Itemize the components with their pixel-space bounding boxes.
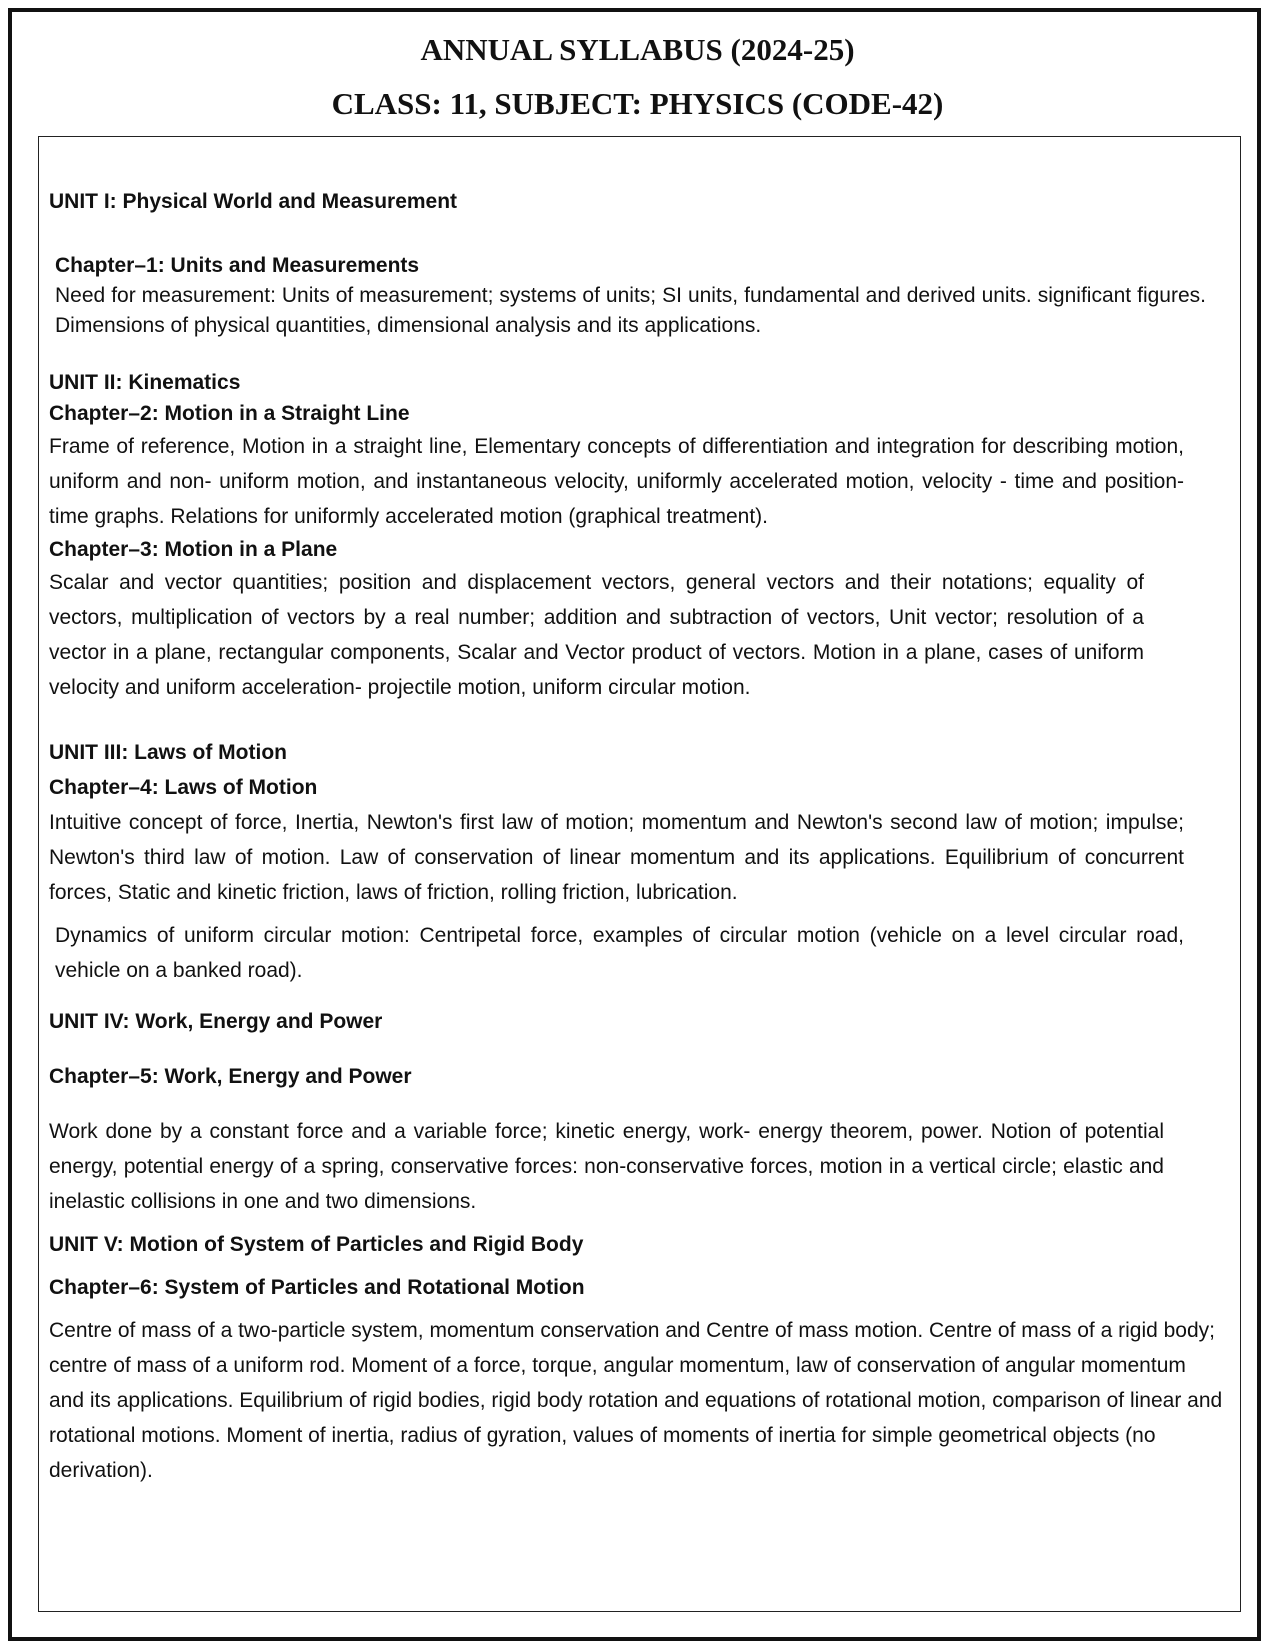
unit-heading: [49, 735, 1224, 770]
chapter-heading: Chapter–6: System of Particles and Rotational Motion: [49, 1276, 585, 1299]
unit-title: Laws of Motion: [134, 741, 287, 764]
syllabus-content: [49, 186, 1224, 1488]
unit-heading: [49, 367, 1224, 398]
unit-heading: [49, 1227, 1224, 1262]
chapter-heading: Chapter–3: Motion in a Plane: [49, 538, 338, 561]
chapter-description: Need for measurement: Units of measurement; systems of units; SI units, fundamental and derived units. significant figures. Dimensions of physical quantities, dimensional analysis and its applications.: [55, 284, 1206, 337]
chapter-description: Work done by a constant force and a variable force; kinetic energy, work- energy theorem, power. Notion of potential energy, potential energy of a spring, conservative forces: non-conservative forces, motion in a vertical circle; elastic and inelastic collisions in one and two dimensions.: [49, 1120, 1164, 1213]
unit-heading: [49, 1006, 1224, 1037]
chapter-heading: Chapter–1: Units and Measurements: [55, 254, 420, 277]
chapter-heading: Chapter–5: Work, Energy and Power: [49, 1065, 412, 1088]
unit-label: UNIT I:: [49, 190, 123, 213]
unit-title: Physical World and Measurement: [122, 190, 458, 213]
chapter-description: Frame of reference, Motion in a straight line, Elementary concepts of differentiation and integration for describing motion, uniform and non- uniform motion, and instantaneous velocity, uniformly accelerated motion, velocity - time and position-time graphs. Relations for uniformly accelerated motion (graphical treatment).: [49, 435, 1184, 528]
unit-title: Kinematics: [128, 371, 241, 394]
unit-label: UNIT III:: [49, 741, 135, 764]
chapter-heading: Chapter–4: Laws of Motion: [49, 776, 318, 799]
chapter-description: Intuitive concept of force, Inertia, Newton's first law of motion; momentum and Newton's second law of motion; impulse; Newton's third law of motion. Law of conservation of linear momentum and its applications. Equilibrium of concurrent forces, Static and kinetic friction, laws of friction, rolling friction, lubrication.: [49, 811, 1184, 904]
chapter-heading: Chapter–2: Motion in a Straight Line: [49, 402, 410, 425]
chapter-description: Scalar and vector quantities; position and displacement vectors, general vectors and their notations; equality of vectors, multiplication of vectors by a real number; addition and subtraction of vectors, Unit vector; resolution of a vector in a plane, rectangular components, Scalar and Vector product of vectors. Motion in a plane, cases of uniform velocity and uniform acceleration- projectile motion, uniform circular motion.: [49, 571, 1144, 699]
unit-heading: [49, 186, 1224, 217]
unit-title: Motion of System of Particles and Rigid Body: [129, 1233, 584, 1256]
syllabus-title: ANNUAL SYLLABUS (2024-25): [420, 32, 855, 67]
chapter-description: Centre of mass of a two-particle system, momentum conservation and Centre of mass motion. Centre of mass of a rigid body; centre of mass of a uniform rod. Moment of a force, torque, angular momentum, law of conservation of angular momentum and its applications. Equilibrium of rigid bodies, rigid body rotation and equations of rotational motion, comparison of linear and rotational motions. Moment of inertia, radius of gyration, values of moments of inertia for simple geometrical objects (no derivation).: [49, 1319, 1223, 1482]
unit-label: UNIT IV:: [49, 1010, 136, 1033]
document-header: [0, 28, 1275, 126]
unit-label: UNIT II:: [49, 371, 129, 394]
unit-title: Work, Energy and Power: [135, 1010, 383, 1033]
chapter-description: Dynamics of uniform circular motion: Centripetal force, examples of circular motion (vehicle on a level circular road, vehicle on a banked road).: [55, 924, 1184, 982]
class-subject-title: CLASS: 11, SUBJECT: PHYSICS (CODE-42): [331, 86, 944, 121]
unit-label: UNIT V:: [49, 1233, 130, 1256]
